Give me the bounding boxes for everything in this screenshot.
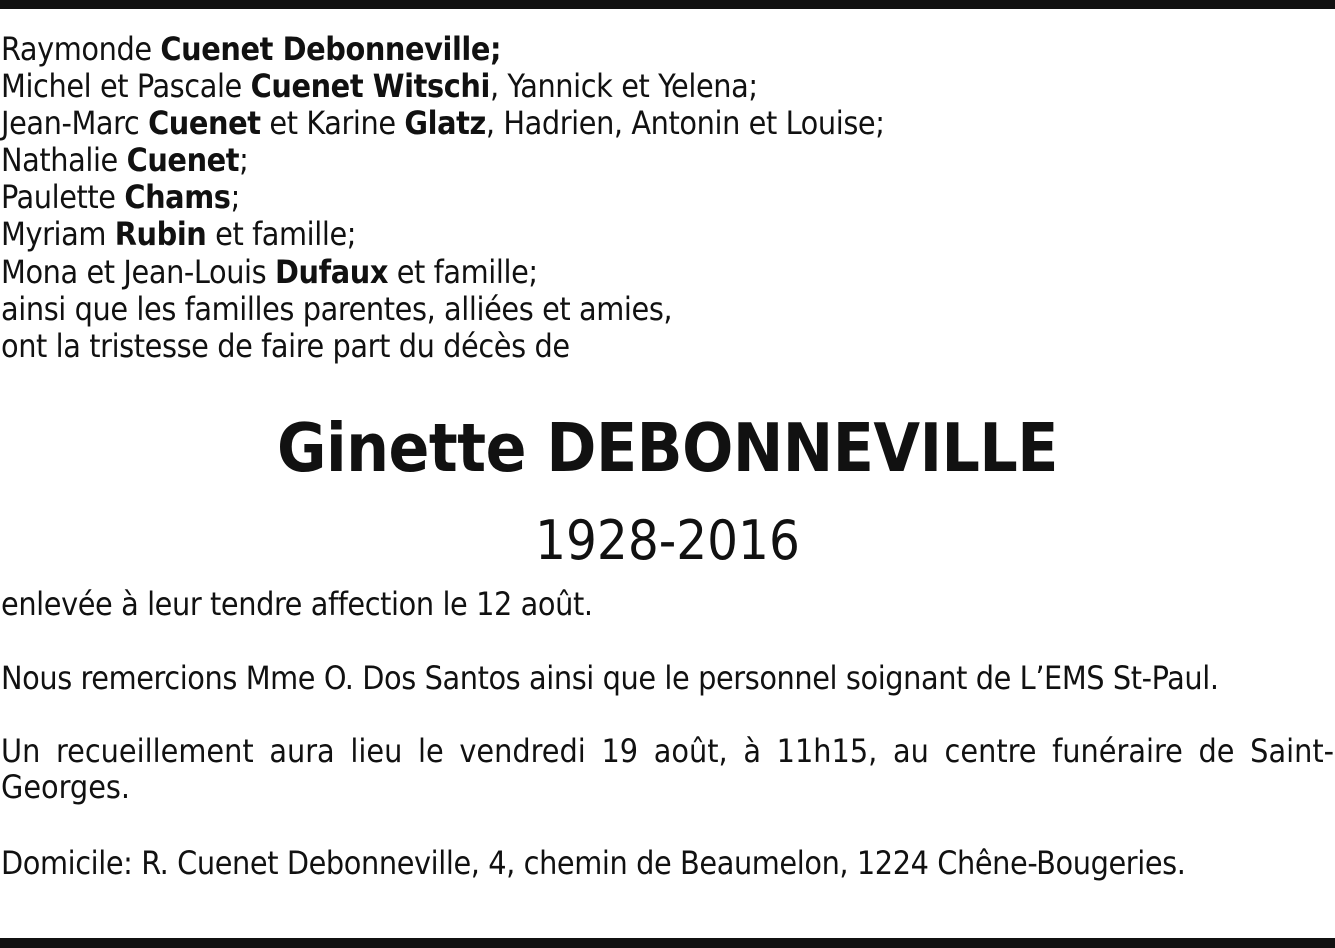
family-name-bold: Glatz [404,104,486,143]
family-text: Mona et Jean-Louis [1,252,275,291]
ceremony-text-line-2: Georges. [1,768,131,806]
family-line [1,254,1331,291]
family-line [1,142,1331,179]
family-text: et famille; [206,215,357,254]
family-line [1,31,1331,68]
family-line [1,68,1331,105]
family-text: Raymonde [1,30,161,68]
bottom-border-rule [0,938,1335,948]
family-name-bold: Rubin [114,215,207,254]
family-text: Nathalie [1,141,127,180]
domicile-text: Domicile: R. Cuenet Debonneville, 4, chemin de Beaumelon, 1224 Chêne-Bougeries. [1,844,1186,882]
family-name-bold: Cuenet Debonneville; [160,30,502,68]
passing-text: enlevée à leur tendre affection le 12 août. [1,585,593,623]
thanks-text: Nous remercions Mme O. Dos Santos ainsi que le personnel soignant de L’EMS St-Paul. [1,659,1219,697]
family-text: Paulette [1,178,125,217]
family-line [1,216,1331,253]
family-name-bold: Cuenet [148,104,261,143]
family-text: Myriam [1,215,115,254]
deceased-years: 1928-2016 [535,509,800,572]
family-line [1,328,1331,365]
ceremony-text-line-1: Un recueillement aura lieu le vendredi 19 août, à 11h15, au centre funéraire de Saint- [1,732,1334,770]
family-name-bold: Chams [124,178,231,217]
family-name-bold: Cuenet [126,141,240,180]
family-name-bold: Cuenet Witschi [250,67,490,106]
ceremony-text [1,733,1334,805]
family-text: et Karine [260,104,405,143]
family-text: ; [230,178,240,217]
family-text: , Yannick et Yelena; [489,67,758,106]
family-name-bold: Dufaux [274,252,388,291]
family-list [1,31,1331,365]
family-text: Jean-Marc [1,104,149,143]
family-text: ont la tristesse de faire part du décès de [1,326,570,365]
deceased-name: Ginette DEBONNEVILLE [277,409,1058,487]
family-text: et famille; [388,252,538,291]
family-line [1,291,1331,328]
family-text: ainsi que les familles parentes, alliées et amies, [1,289,673,328]
family-text: , Hadrien, Antonin et Louise; [485,104,885,143]
family-text: ; [239,141,249,180]
family-line [1,179,1331,216]
family-line [1,105,1331,142]
family-text: Michel et Pascale [1,67,251,106]
top-border-rule [0,0,1335,9]
